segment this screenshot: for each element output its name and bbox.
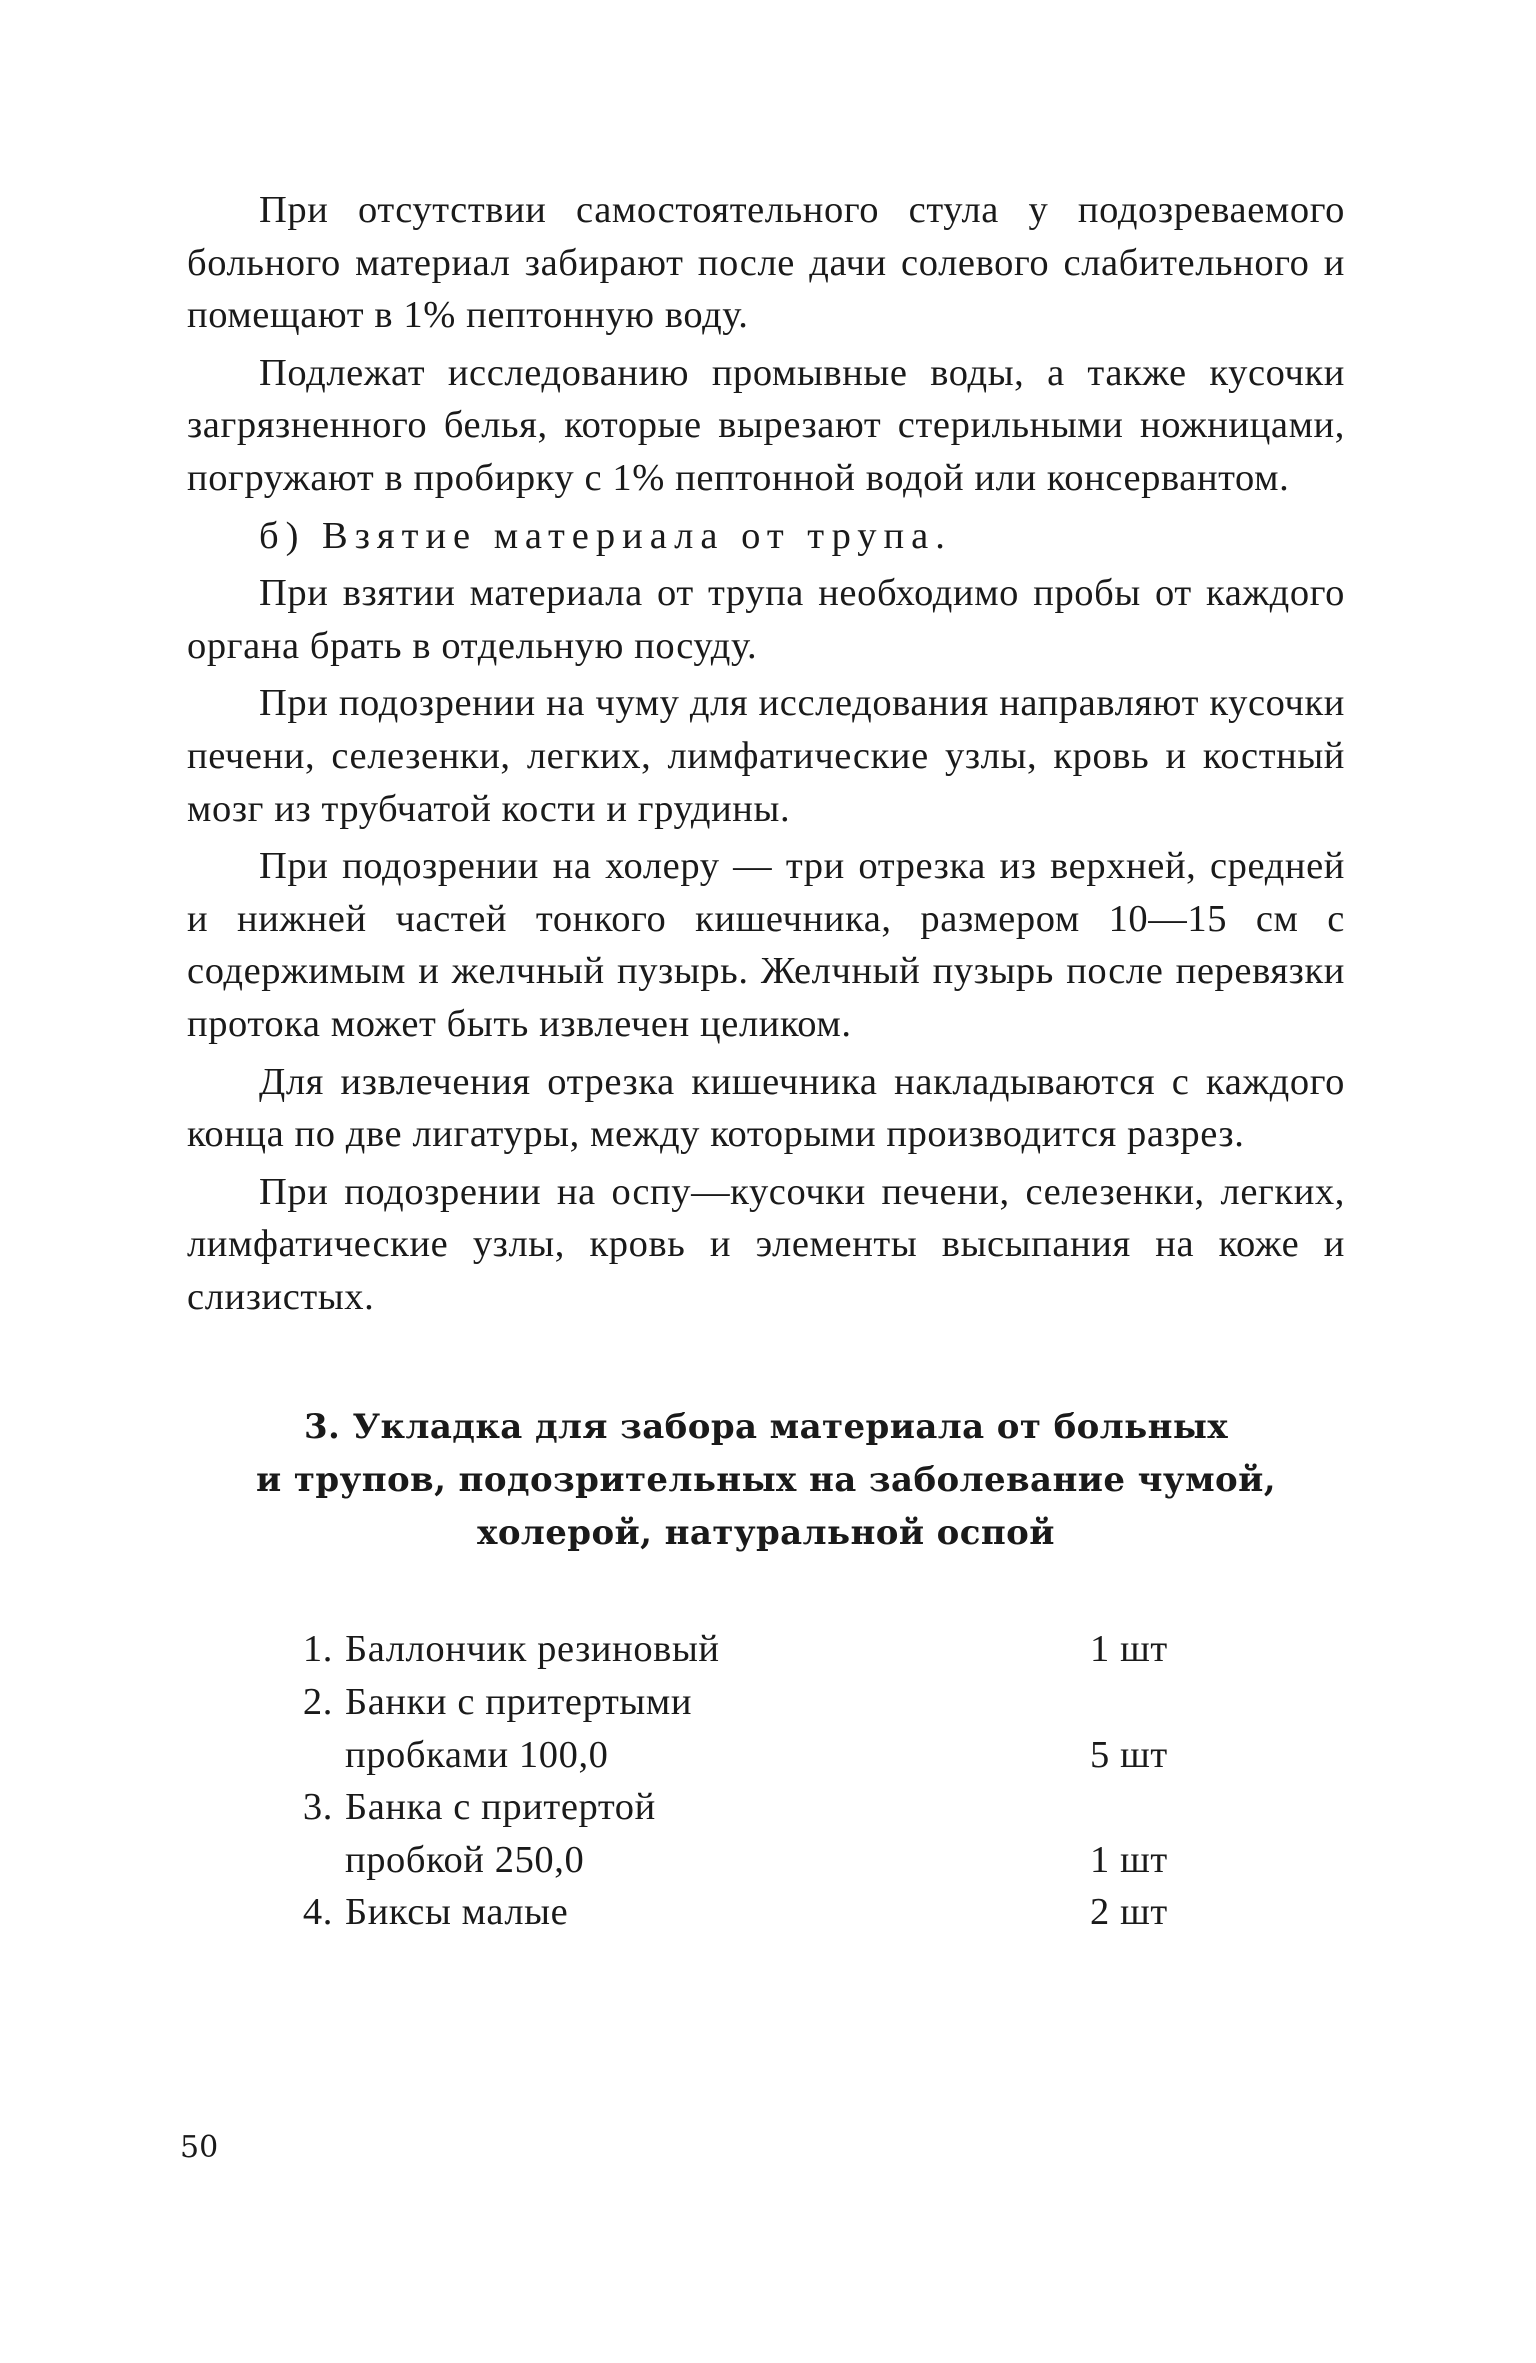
- item-name: [345, 1781, 1090, 1886]
- paragraph-3: При взятии материала от трупа необходимо пробы от каждого органа брать в отдельную посуду.: [187, 572, 1345, 667]
- paragraph-1: При отсутствии самостоятельного стула у подозреваемого больного материал забирают после дачи солевого слабительного и помещают в 1% пептонную воду.: [187, 189, 1345, 337]
- item-quantity: 1 шт: [1090, 1628, 1168, 1671]
- item-name-line: Биксы малые: [345, 1891, 569, 1934]
- section-heading-line-2: и трупов, подозрительных на заболевание чумой,: [256, 1460, 1276, 1501]
- list-item: [290, 1623, 1230, 1676]
- list-item: [290, 1886, 1230, 1939]
- subsection-title: б) Взятие материала от трупа.: [259, 514, 952, 557]
- item-number: 1.: [302, 1628, 333, 1671]
- item-name-line: Банка с притертой: [345, 1786, 656, 1829]
- page-body: [187, 184, 1345, 1939]
- paragraph-4: При подозрении на чуму для исследования направляют кусочки печени, селезенки, легких, лимфатические узлы, кровь и костный мозг из трубчатой кости и грудины.: [187, 682, 1345, 830]
- list-item: [290, 1676, 1230, 1781]
- item-name-line: Баллончик резиновый: [345, 1628, 720, 1671]
- item-name-line: пробками 100,0: [345, 1733, 609, 1776]
- item-quantity: 5 шт: [1090, 1733, 1168, 1776]
- page-number: 50: [180, 2130, 219, 2165]
- item-name: [345, 1623, 1090, 1676]
- paragraph-6: Для извлечения отрезка кишечника накладываются с каждого конца по две лигатуры, между которыми производится разрез.: [187, 1060, 1345, 1156]
- item-name-line: Банки с притертыми: [345, 1681, 693, 1724]
- item-number: 4.: [302, 1891, 333, 1934]
- item-quantity: 2 шт: [1090, 1891, 1168, 1934]
- list-item: [290, 1781, 1230, 1886]
- paragraph-2: Подлежат исследованию промывные воды, а также кусочки загрязненного белья, которые вырезают стерильными ножницами, погружают в пробирку с 1% пептонной водой или консервантом.: [187, 351, 1345, 499]
- section-heading-line-3: холерой, натуральной оспой: [477, 1513, 1055, 1554]
- item-name: [345, 1886, 1090, 1939]
- section-heading: [187, 1401, 1345, 1560]
- item-name-line: пробкой 250,0: [345, 1838, 585, 1881]
- item-name: [345, 1676, 1090, 1781]
- section-heading-line-1: 3. Укладка для забора материала от больных: [303, 1407, 1229, 1448]
- item-number: 2.: [302, 1681, 333, 1724]
- paragraph-7: При подозрении на оспу—кусочки печени, селезенки, легких, лимфатические узлы, кровь и элементы высыпания на коже и слизистых.: [187, 1170, 1345, 1318]
- item-number: 3.: [302, 1786, 333, 1829]
- paragraph-5: При подозрении на холеру — три отрезка из верхней, средней и нижней частей тонкого кишечника, размером 10—15 см с содержимым и желчный пузырь. Желчный пузырь после перевязки протока может быть извлечен целиком.: [187, 845, 1345, 1045]
- equipment-list: [290, 1623, 1230, 1939]
- item-quantity: 1 шт: [1090, 1838, 1168, 1881]
